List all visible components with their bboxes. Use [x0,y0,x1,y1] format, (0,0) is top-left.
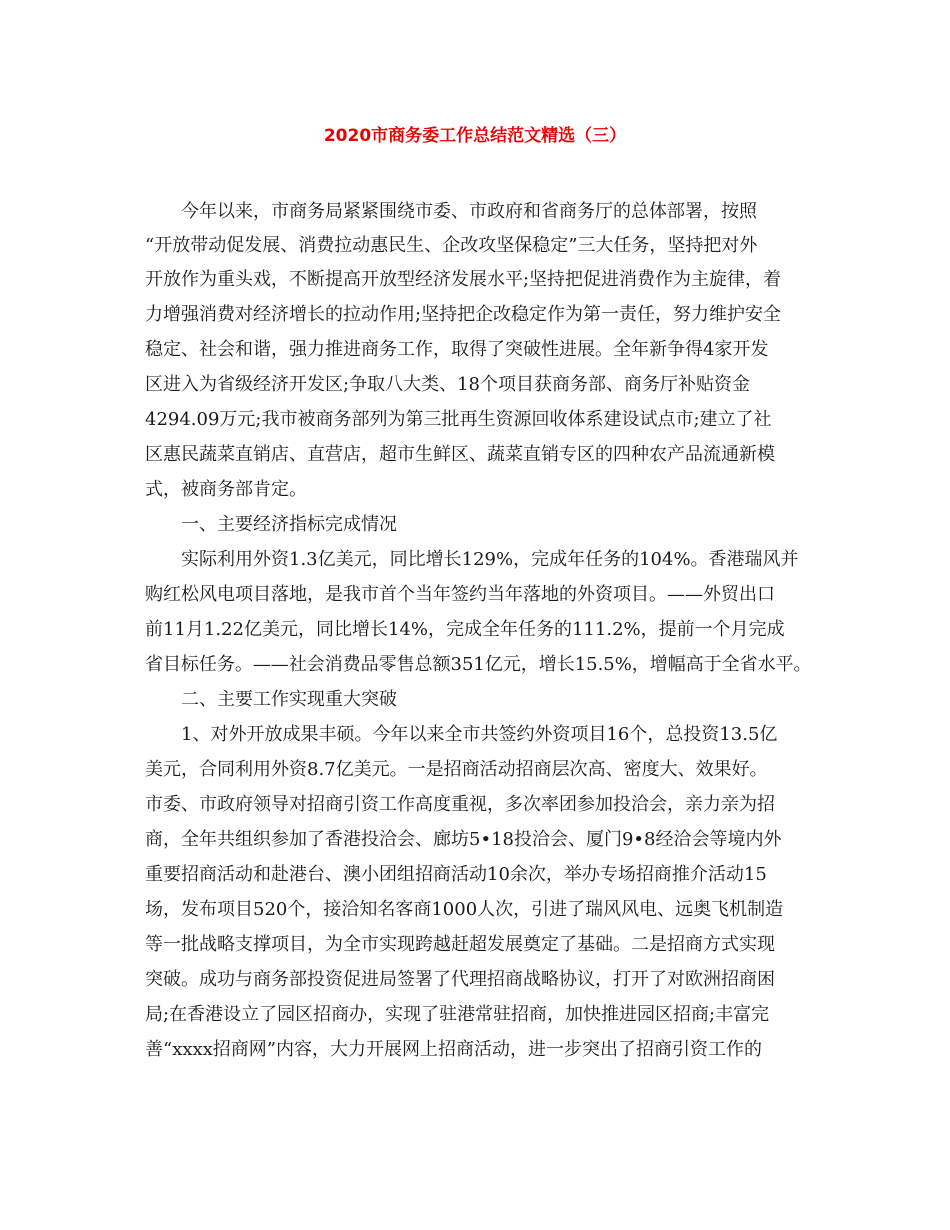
paragraph-line: 区进入为省级经济开发区;争取八大类、18个项目获商务部、商务厅补贴资金 [145,374,750,395]
paragraph-line: 场，发布项目520个，接洽知名客商1000人次，引进了瑞风风电、远奥飞机制造 [145,899,784,920]
paragraph-line: 式，被商务部肯定。 [145,479,307,500]
paragraph-line: 突破。成功与商务部投资促进局签署了代理招商战略协议，打开了对欧洲招商困 [145,969,775,990]
paragraph-line: 前11月1.22亿美元，同比增长14%，完成全年任务的111.2%，提前一个月完成 [145,619,785,640]
paragraph-line: 区惠民蔬菜直销店、直营店，超市生鲜区、蔬菜直销专区的四种农产品流通新模 [145,444,775,465]
paragraph-line: “开放带动促发展、消费拉动惠民生、企改攻坚保稳定”三大任务，坚持把对外 [145,235,758,256]
paragraph-line: 1、对外开放成果丰硕。今年以来全市共签约外资项目16个，总投资13.5亿 [181,724,778,745]
paragraph-line: 稳定、社会和谐，强力推进商务工作，取得了突破性进展。全年新争得4家开发 [145,339,769,360]
section-heading: 二、主要工作实现重大突破 [181,689,397,710]
paragraph-line: 购红松风电项目落地，是我市首个当年签约当年落地的外资项目。——外贸出口 [145,584,775,605]
paragraph-line: 市委、市政府领导对招商引资工作高度重视，多次率团参加投洽会，亲力亲为招 [145,794,775,815]
paragraph-line: 开放作为重头戏，不断提高开放型经济发展水平;坚持把促进消费作为主旋律，着 [145,269,782,290]
paragraph-line: 局;在香港设立了园区招商办，实现了驻港常驻招商，加快推进园区招商;丰富完 [145,1004,770,1025]
paragraph-line: 善“xxxx招商网”内容，大力开展网上招商活动，进一步突出了招商引资工作的 [145,1039,763,1060]
paragraph-line: 实际利用外资1.3亿美元，同比增长129%，完成年任务的104%。香港瑞风并 [181,549,799,570]
paragraph-line: 重要招商活动和赴港台、澳小团组招商活动10余次，举办专场招商推介活动15 [145,864,767,885]
section-heading: 一、主要经济指标完成情况 [181,514,397,535]
paragraph-line: 今年以来，市商务局紧紧围绕市委、市政府和省商务厅的总体部署，按照 [181,201,757,222]
document-title: 2020市商务委工作总结范文精选（三） [323,126,627,146]
paragraph-line: 美元，合同利用外资8.7亿美元。一是招商活动招商层次高、密度大、效果好。 [145,759,768,780]
paragraph-line: 省目标任务。——社会消费品零售总额351亿元，增长15.5%，增幅高于全省水平。 [145,654,812,675]
paragraph-line: 4294.09万元;我市被商务部列为第三批再生资源回收体系建设试点市;建立了社 [145,409,772,430]
paragraph-line: 力增强消费对经济增长的拉动作用;坚持把企改稳定作为第一责任，努力维护安全 [145,304,782,325]
paragraph-line: 等一批战略支撑项目，为全市实现跨越赶超发展奠定了基础。二是招商方式实现 [145,934,775,955]
paragraph-line: 商，全年共组织参加了香港投洽会、廊坊5•18投洽会、厦门9•8经洽会等境内外 [145,829,782,850]
